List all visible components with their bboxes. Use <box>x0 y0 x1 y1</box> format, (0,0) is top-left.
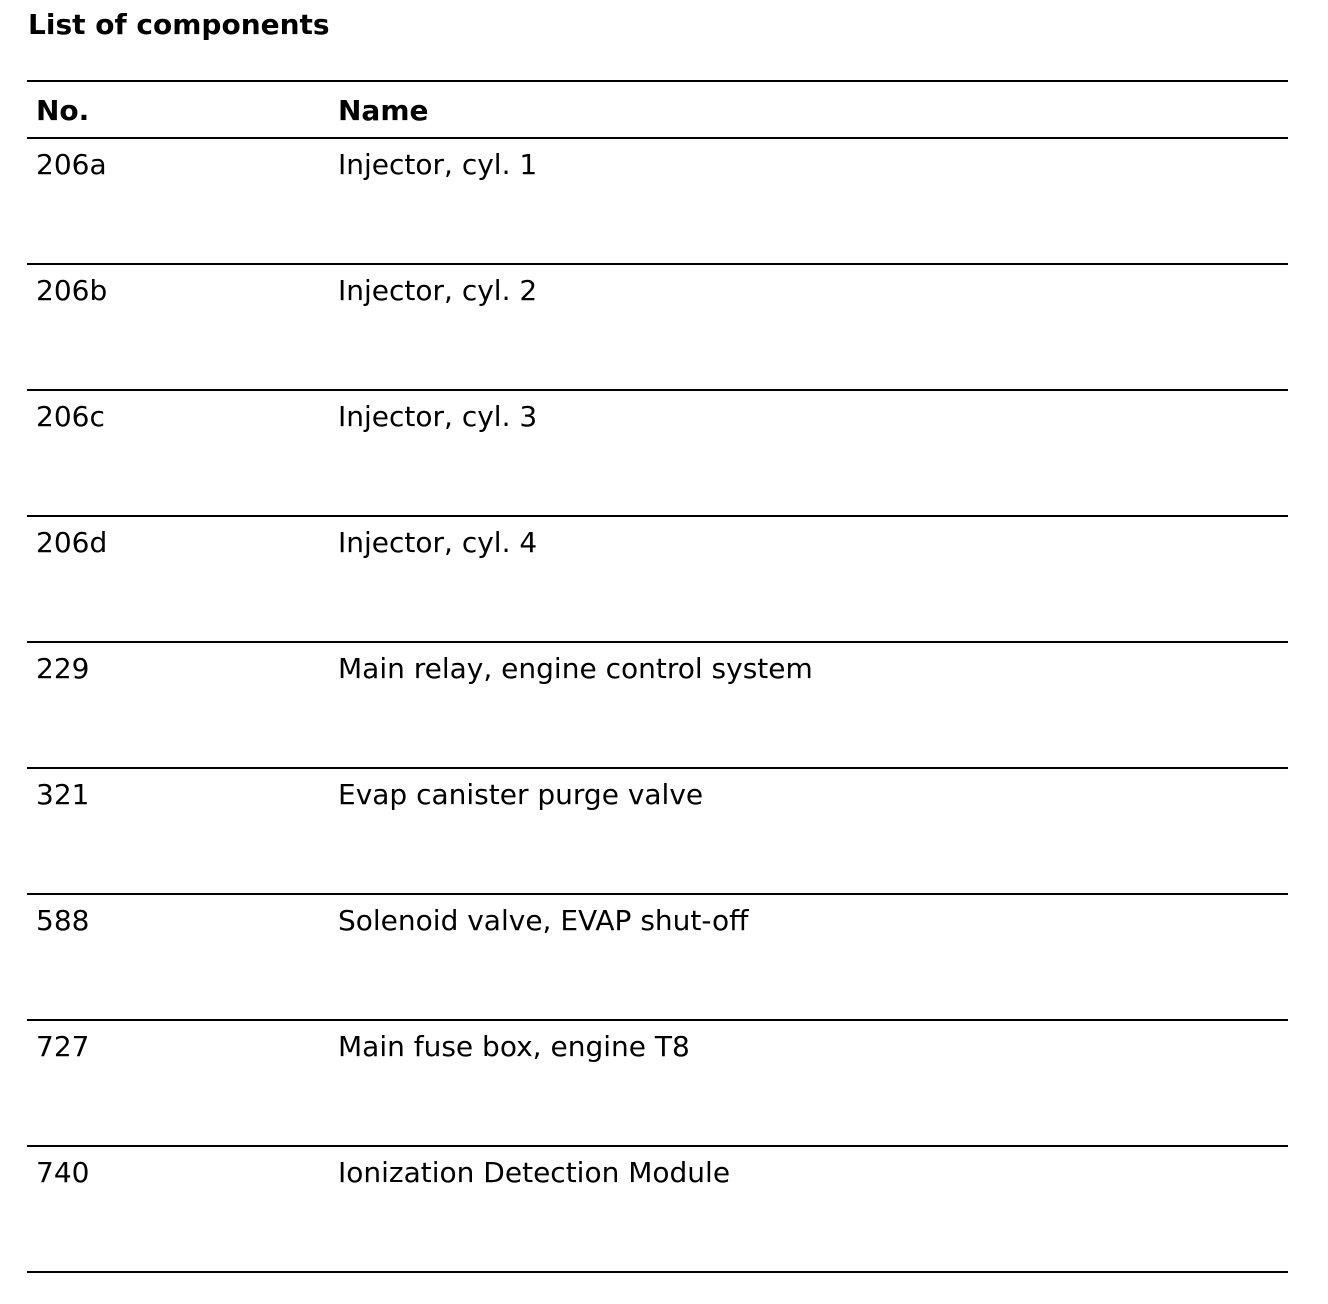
component-name: Main fuse box, engine T8 <box>338 1030 690 1063</box>
components-table <box>27 80 1288 1273</box>
table-header-row <box>27 82 1288 139</box>
component-name: Injector, cyl. 4 <box>338 526 538 559</box>
table-row <box>27 517 1288 643</box>
component-number: 206d <box>36 526 108 559</box>
component-number: 727 <box>36 1030 90 1063</box>
table-row <box>27 139 1288 265</box>
component-name: Injector, cyl. 3 <box>338 400 538 433</box>
component-number: 740 <box>36 1156 90 1189</box>
table-row <box>27 895 1288 1021</box>
table-row <box>27 391 1288 517</box>
component-number: 206c <box>36 400 105 433</box>
component-number: 229 <box>36 652 90 685</box>
component-name: Ionization Detection Module <box>338 1156 731 1189</box>
page-title: List of components <box>28 8 330 41</box>
column-header-name: Name <box>338 94 429 127</box>
component-number: 588 <box>36 904 90 937</box>
table-row <box>27 1021 1288 1147</box>
component-name: Main relay, engine control system <box>338 652 813 685</box>
component-number: 206b <box>36 274 108 307</box>
component-number: 321 <box>36 778 90 811</box>
component-name: Injector, cyl. 2 <box>338 274 538 307</box>
column-header-no: No. <box>36 94 90 127</box>
component-number: 206a <box>36 148 107 181</box>
table-row <box>27 769 1288 895</box>
table-row <box>27 1147 1288 1273</box>
component-name: Evap canister purge valve <box>338 778 704 811</box>
table-row <box>27 643 1288 769</box>
table-row <box>27 265 1288 391</box>
component-name: Solenoid valve, EVAP shut-off <box>338 904 749 937</box>
component-name: Injector, cyl. 1 <box>338 148 538 181</box>
